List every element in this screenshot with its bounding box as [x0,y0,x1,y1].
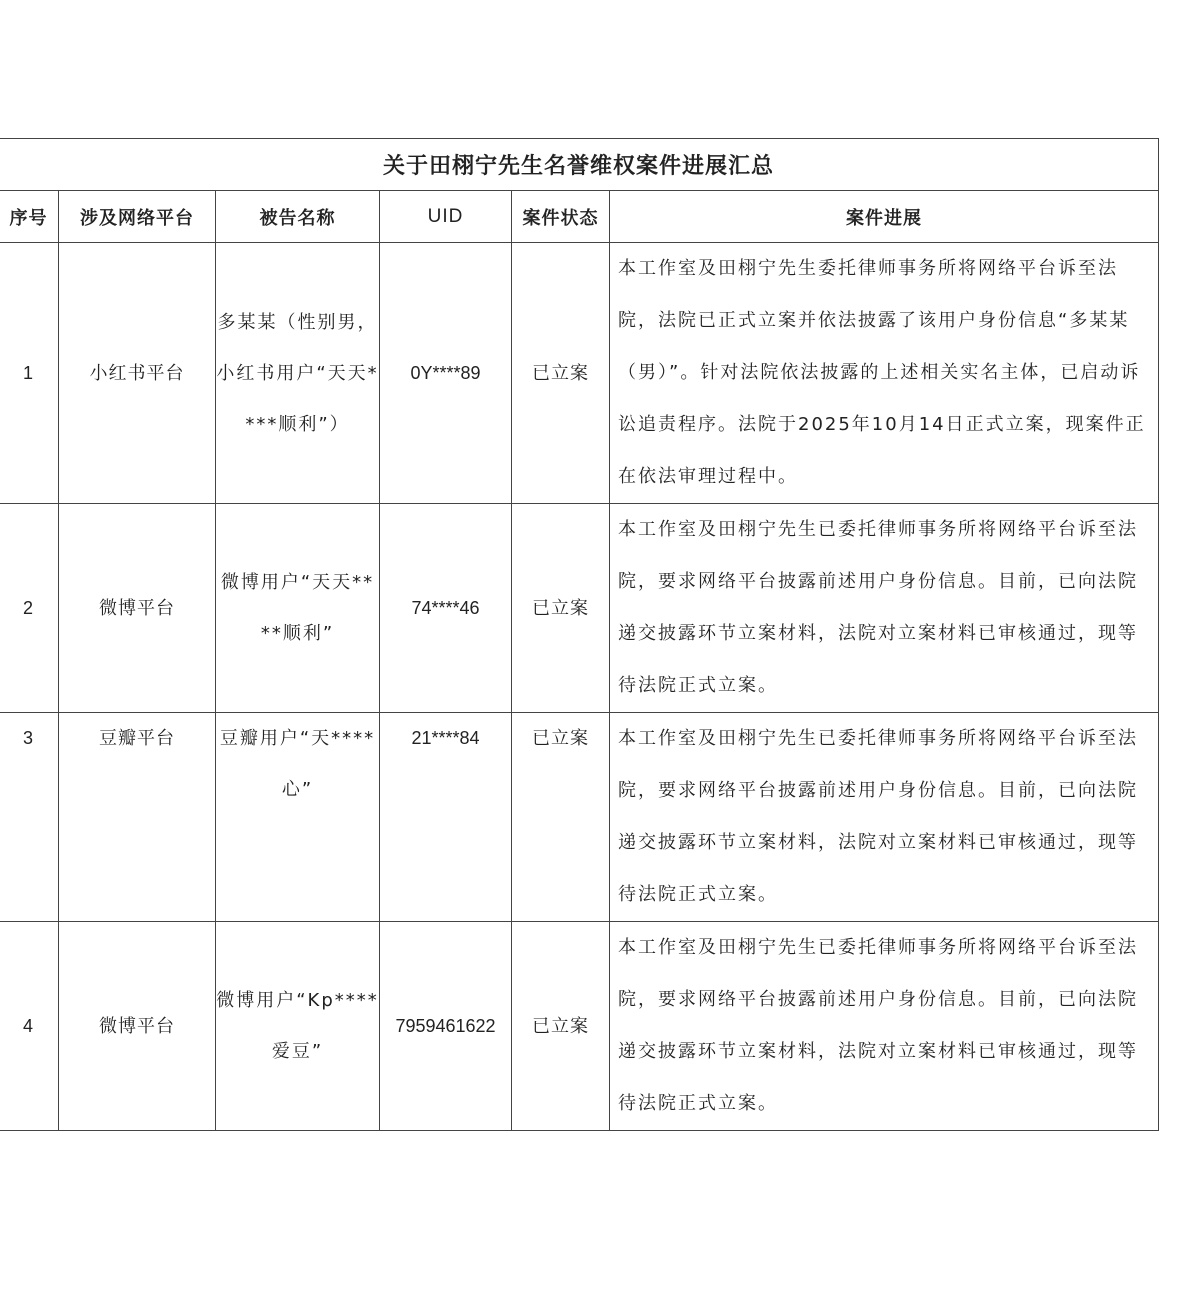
column-header-platform: 涉及网络平台 [59,191,216,243]
row-progress: 本工作室及田栩宁先生已委托律师事务所将网络平台诉至法院，要求网络平台披露前述用户身份信息。目前，已向法院递交披露环节立案材料，法院对立案材料已审核通过，现等待法院正式立案。 [610,504,1159,713]
column-header-status: 案件状态 [512,191,610,243]
table-row [0,504,1159,713]
column-header-uid: UID [380,191,512,243]
row-index: 3 [0,713,59,922]
row-uid: 7959461622 [380,922,512,1131]
row-defendant: 微博用户“Kp****爱豆” [216,922,380,1131]
row-defendant: 微博用户“天天****顺利” [216,504,380,713]
row-status: 已立案 [512,504,610,713]
row-platform: 小红书平台 [59,243,216,504]
row-progress: 本工作室及田栩宁先生委托律师事务所将网络平台诉至法院，法院已正式立案并依法披露了该用户身份信息“多某某（男）”。针对法院依法披露的上述相关实名主体，已启动诉讼追责程序。法院于2025年10月14日正式立案，现案件正在依法审理过程中。 [610,243,1159,504]
column-header-defendant: 被告名称 [216,191,380,243]
row-status: 已立案 [512,243,610,504]
row-platform: 微博平台 [59,504,216,713]
column-header-index: 序号 [0,191,59,243]
row-platform: 豆瓣平台 [59,713,216,922]
row-index: 1 [0,243,59,504]
row-progress: 本工作室及田栩宁先生已委托律师事务所将网络平台诉至法院，要求网络平台披露前述用户身份信息。目前，已向法院递交披露环节立案材料，法院对立案材料已审核通过，现等待法院正式立案。 [610,713,1159,922]
row-defendant: 多某某（性别男，小红书用户“天天****顺利”） [216,243,380,504]
table-header-row [0,191,1159,243]
column-header-progress: 案件进展 [610,191,1159,243]
row-uid: 74****46 [380,504,512,713]
row-uid: 21****84 [380,713,512,922]
row-index: 4 [0,922,59,1131]
row-index: 2 [0,504,59,713]
document-title: 关于田栩宁先生名誉维权案件进展汇总 [0,139,1159,191]
row-status: 已立案 [512,922,610,1131]
table-row [0,243,1159,504]
row-defendant: 豆瓣用户“天****心” [216,713,380,922]
table-row [0,922,1159,1131]
row-status: 已立案 [512,713,610,922]
row-platform: 微博平台 [59,922,216,1131]
table-title-row [0,139,1159,191]
case-progress-table [0,138,1159,1131]
table-row [0,713,1159,922]
row-uid: 0Y****89 [380,243,512,504]
row-progress: 本工作室及田栩宁先生已委托律师事务所将网络平台诉至法院，要求网络平台披露前述用户身份信息。目前，已向法院递交披露环节立案材料，法院对立案材料已审核通过，现等待法院正式立案。 [610,922,1159,1131]
